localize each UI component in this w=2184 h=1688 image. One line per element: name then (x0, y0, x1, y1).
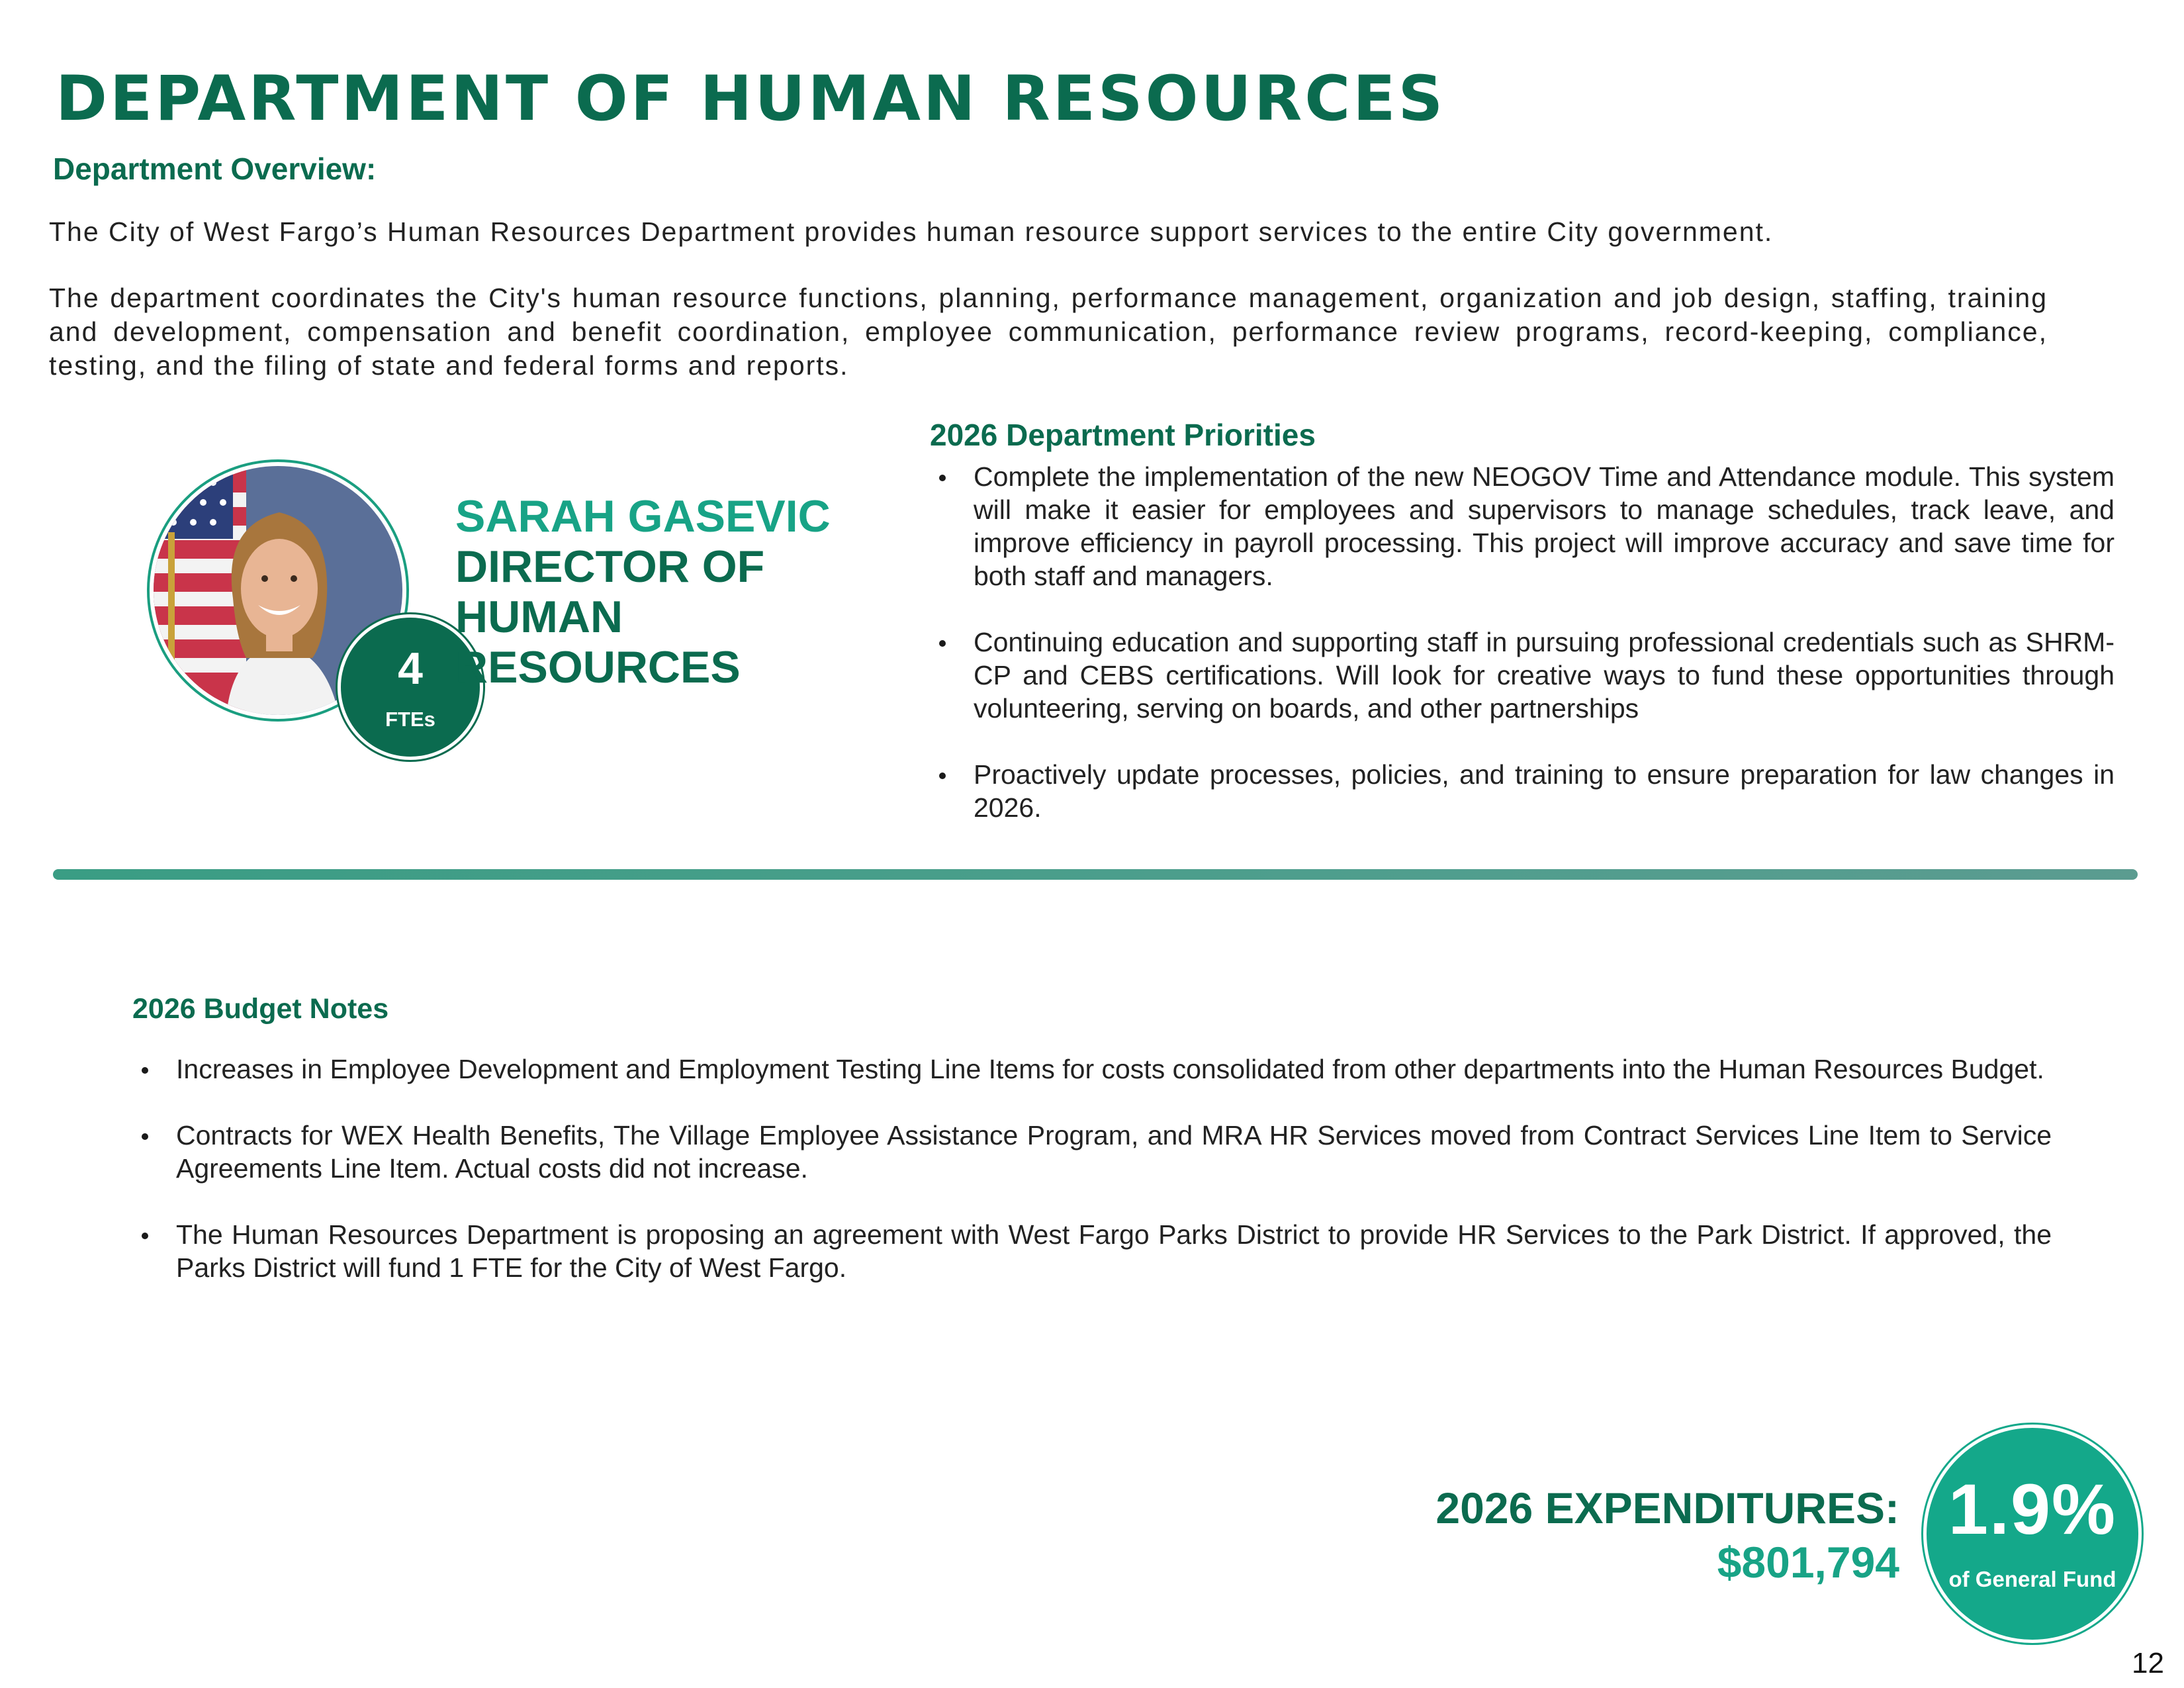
overview-paragraph-1: The City of West Fargo’s Human Resources Department provides human resource support services to the entire City government. (49, 216, 1774, 247)
list-item: The Human Resources Department is proposing an agreement with West Fargo Parks District to provide HR Services to the Park District. If approved, the Parks District will fund 1 FTE for the City of West Fargo. (132, 1218, 2052, 1284)
section-divider (53, 869, 2138, 880)
list-item: Contracts for WEX Health Benefits, The Village Employee Assistance Program, and MRA HR Services moved from Contract Services Line Item to Service Agreements Line Item. Actual costs did not increase. (132, 1119, 2052, 1185)
priorities-list (930, 460, 2115, 857)
priorities-heading: 2026 Department Priorities (930, 418, 1316, 452)
page-number: 12 (2132, 1647, 2164, 1679)
general-fund-percent: 1.9% (1948, 1469, 2117, 1549)
budget-notes-list (132, 1053, 2052, 1317)
expenditures-label: 2026 EXPENDITURES: (1435, 1483, 1899, 1532)
list-item: Increases in Employee Development and Employment Testing Line Items for costs consolidated from other departments into the Human Resources Budget. (132, 1053, 2052, 1086)
expenditures-amount: $801,794 (1717, 1538, 1899, 1587)
budget-notes-heading: 2026 Budget Notes (132, 993, 389, 1025)
fte-label: FTEs (385, 708, 435, 731)
director-title: DIRECTOR OF HUMAN RESOURCES (455, 541, 765, 692)
director-name: SARAH GASEVIC (455, 491, 831, 541)
list-item: Continuing education and supporting staff in pursuing professional credentials such as SHRM-CP and CEBS certifications. Will look for creative ways to fund these opportunities through volunteering, serving on boards, and other partnerships (930, 626, 2115, 725)
page-title: DEPARTMENT OF HUMAN RESOURCES (56, 63, 1446, 135)
overview-paragraph-2: The department coordinates the City's human resource functions, planning, performance management, organization and job design, staffing, training and development, compensation and benefit coordination, employee communication, performance review programs, record-keeping, compliance, testing, and the filing of state and federal forms and reports. (49, 283, 2048, 381)
list-item: Complete the implementation of the new NEOGOV Time and Attendance module. This system will make it easier for employees and supervisors to manage schedules, track leave, and improve efficiency in payroll processing. This project will improve accuracy and save time for both staff and managers. (930, 460, 2115, 592)
list-item: Proactively update processes, policies, and training to ensure preparation for law changes in 2026. (930, 758, 2115, 824)
fte-count: 4 (398, 643, 423, 694)
general-fund-badge (1923, 1425, 2142, 1643)
overview-heading: Department Overview: (53, 152, 377, 186)
general-fund-label: of General Fund (1948, 1567, 2116, 1591)
